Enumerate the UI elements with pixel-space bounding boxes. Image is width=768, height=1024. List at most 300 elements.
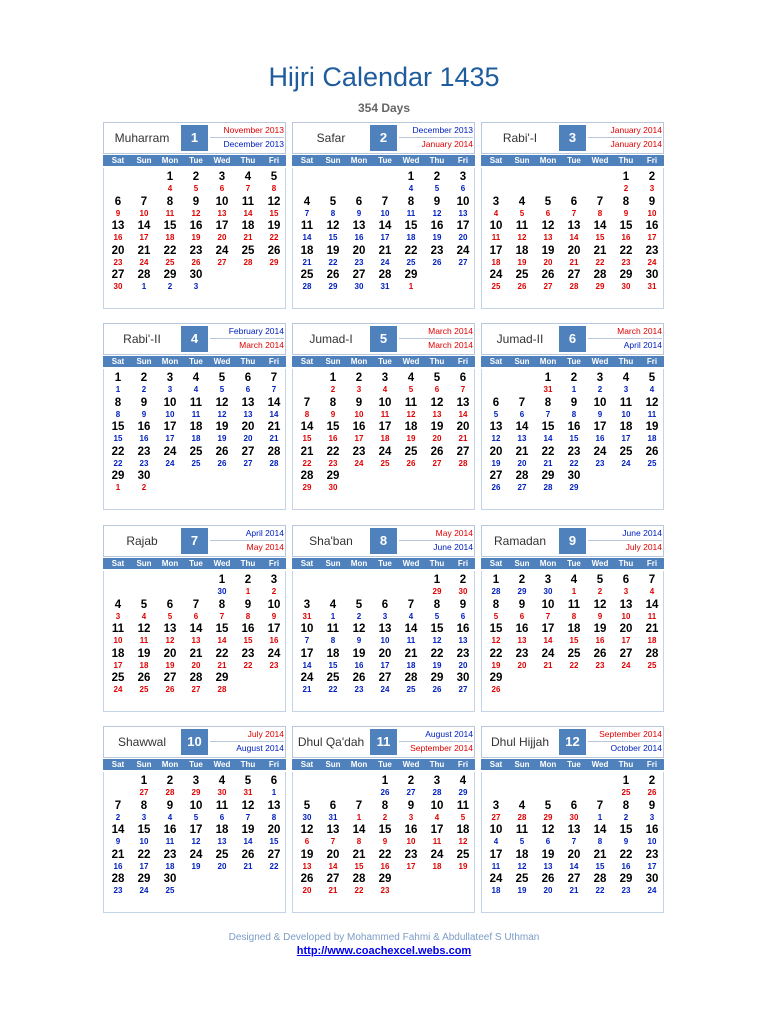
hijri-day: 9: [518, 598, 526, 611]
gregorian-day: 25: [647, 458, 657, 468]
hijri-day: 11: [619, 396, 633, 409]
hijri-day: 8: [433, 598, 441, 611]
day-cell: [398, 648, 424, 672]
day-cell: [424, 196, 450, 220]
gregorian-day: 11: [491, 861, 501, 871]
hijri-day: 8: [622, 195, 630, 208]
day-cell: [535, 849, 561, 873]
gregorian-day: 19: [491, 458, 501, 468]
day-cell: [587, 245, 613, 269]
day-cell: [639, 171, 665, 195]
month-number: 4: [181, 326, 208, 352]
hijri-day: 22: [404, 244, 418, 257]
hijri-day: 10: [489, 220, 503, 232]
weekday-label: Sun: [325, 156, 341, 165]
gregorian-day: 20: [517, 458, 527, 468]
day-cell: [398, 245, 424, 269]
hijri-day: 13: [489, 421, 503, 433]
gregorian-day: 21: [243, 861, 253, 871]
gregorian-day: 14: [458, 409, 468, 419]
hijri-day: 5: [303, 799, 311, 812]
gregorian-day: 27: [406, 788, 416, 797]
day-cell: [450, 196, 476, 220]
weekday-label: Thu: [240, 156, 256, 165]
hijri-day: 9: [433, 195, 441, 208]
month-days: [481, 369, 664, 510]
weekday-header: [481, 558, 664, 569]
gregorian-day: 20: [217, 861, 227, 871]
day-cell: [261, 245, 287, 269]
hijri-day: 5: [433, 372, 441, 384]
hijri-day: 5: [244, 775, 252, 787]
day-cell: [639, 873, 665, 897]
day-cell: [183, 397, 209, 421]
day-cell: [294, 800, 320, 824]
gregorian-day: 27: [491, 812, 501, 822]
month-days: [481, 772, 664, 913]
gregorian-day: 23: [595, 660, 605, 670]
day-cell: [450, 648, 476, 672]
weekday-label: Sat: [489, 357, 503, 366]
gregorian-month-1: August 2014: [399, 728, 473, 742]
gregorian-day: 25: [406, 685, 416, 694]
day-cell: [183, 800, 209, 824]
website-link[interactable]: http://www.coachexcel.webs.com: [296, 945, 472, 957]
gregorian-day: 3: [115, 611, 121, 621]
gregorian-day: 18: [491, 886, 501, 895]
gregorian-day: 10: [139, 208, 149, 218]
day-cell: [320, 269, 346, 293]
weekday-header: [481, 155, 664, 166]
hijri-day: 30: [645, 269, 659, 281]
gregorian-day: 23: [380, 886, 390, 895]
day-cell: [639, 446, 665, 470]
hijri-day: 14: [137, 220, 151, 232]
day-cell: [587, 269, 613, 293]
weekday-label: Wed: [213, 760, 231, 769]
gregorian-day: 30: [543, 587, 553, 596]
day-cell: [483, 873, 509, 897]
day-cell: [483, 574, 509, 598]
day-cell: [535, 196, 561, 220]
day-cell: [587, 599, 613, 623]
day-cell: [587, 397, 613, 421]
day-cell: [450, 800, 476, 824]
hijri-day: 21: [404, 647, 418, 660]
hijri-day: 27: [111, 269, 125, 281]
hijri-day: 23: [456, 647, 470, 660]
hijri-day: 29: [378, 873, 392, 885]
gregorian-day: 12: [217, 409, 227, 419]
hijri-day: 3: [270, 574, 278, 586]
day-cell: [105, 470, 131, 494]
gregorian-day: 11: [406, 208, 416, 218]
gregorian-day: 10: [647, 208, 657, 218]
day-cell: [587, 873, 613, 897]
gregorian-day: 1: [571, 385, 577, 394]
day-cell: [372, 397, 398, 421]
hijri-day: 2: [648, 775, 656, 787]
hijri-day: 9: [407, 799, 415, 812]
hijri-day: 19: [300, 848, 314, 861]
hijri-day: 25: [215, 848, 229, 861]
weekday-label: Tue: [378, 760, 392, 769]
hijri-day: 17: [378, 421, 392, 433]
day-cell: [483, 824, 509, 848]
hijri-day: 6: [622, 574, 630, 586]
day-cell: [561, 397, 587, 421]
hijri-day: 14: [111, 824, 125, 836]
gregorian-day: 21: [543, 458, 553, 468]
day-cell: [294, 245, 320, 269]
weekday-label: Thu: [240, 357, 256, 366]
hijri-day: 2: [570, 372, 578, 384]
day-cell: [235, 824, 261, 848]
day-cell: [294, 849, 320, 873]
day-cell: [131, 372, 157, 396]
gregorian-day: 3: [649, 184, 655, 193]
gregorian-day: 10: [113, 636, 123, 645]
gregorian-day: 22: [269, 861, 279, 871]
day-cell: [398, 220, 424, 244]
gregorian-day: 17: [113, 660, 123, 670]
gregorian-day: 10: [354, 409, 364, 419]
gregorian-day: 8: [330, 636, 336, 645]
hijri-day: 10: [430, 799, 444, 812]
hijri-day: 9: [355, 396, 363, 409]
gregorian-day: 4: [167, 184, 173, 193]
gregorian-day: 29: [191, 788, 201, 797]
day-cell: [346, 623, 372, 647]
gregorian-day: 21: [569, 886, 579, 895]
day-cell: [535, 623, 561, 647]
hijri-day: 14: [593, 220, 607, 232]
hijri-day: 26: [300, 873, 314, 885]
month-number: 1: [181, 125, 208, 151]
gregorian-day: 15: [269, 208, 279, 218]
day-cell: [131, 421, 157, 445]
day-cell: [105, 672, 131, 696]
day-cell: [346, 672, 372, 696]
weekday-label: Wed: [591, 559, 609, 568]
gregorian-day: 27: [139, 788, 149, 797]
hijri-day: 25: [619, 445, 633, 458]
day-cell: [320, 446, 346, 470]
hijri-day: 2: [459, 574, 467, 586]
weekday-label: Tue: [567, 156, 581, 165]
weekday-label: Wed: [213, 559, 231, 568]
gregorian-day: 30: [328, 483, 338, 492]
day-cell: [450, 672, 476, 696]
day-cell: [424, 245, 450, 269]
day-cell: [372, 873, 398, 897]
day-cell: [587, 824, 613, 848]
gregorian-day: 21: [302, 685, 312, 694]
hijri-day: 28: [404, 672, 418, 684]
day-cell: [157, 800, 183, 824]
day-cell: [320, 599, 346, 623]
day-cell: [509, 800, 535, 824]
day-cell: [346, 873, 372, 897]
gregorian-day: 26: [647, 788, 657, 797]
day-cell: [294, 397, 320, 421]
gregorian-day: 30: [458, 587, 468, 596]
hijri-day: 14: [593, 824, 607, 836]
gregorian-day: 24: [647, 886, 657, 895]
weekday-label: Sat: [300, 760, 314, 769]
hijri-day: 3: [492, 195, 500, 208]
hijri-day: 27: [567, 269, 581, 281]
hijri-day: 7: [270, 372, 278, 384]
weekday-header: [292, 155, 475, 166]
day-cell: [509, 220, 535, 244]
hijri-day: 20: [619, 623, 633, 635]
hijri-day: 6: [570, 195, 578, 208]
day-cell: [209, 599, 235, 623]
hijri-day: 1: [622, 171, 630, 183]
gregorian-day: 11: [165, 208, 175, 218]
hijri-day: 4: [192, 372, 200, 384]
day-cell: [372, 421, 398, 445]
gregorian-day: 17: [621, 434, 631, 443]
day-cell: [261, 397, 287, 421]
gregorian-day: 11: [406, 636, 416, 645]
hijri-day: 3: [218, 171, 226, 183]
day-cell: [157, 421, 183, 445]
weekday-label: Wed: [402, 156, 420, 165]
gregorian-day: 26: [191, 257, 201, 267]
day-cell: [372, 623, 398, 647]
day-cell: [346, 648, 372, 672]
weekday-label: Fri: [457, 559, 469, 568]
hijri-day: 21: [593, 244, 607, 257]
gregorian-day: 31: [328, 812, 338, 822]
hijri-day: 18: [619, 421, 633, 433]
gregorian-day: 25: [621, 788, 631, 797]
day-cell: [587, 372, 613, 396]
hijri-day: 17: [489, 848, 503, 861]
weekday-label: Thu: [618, 559, 634, 568]
day-cell: [157, 220, 183, 244]
day-cell: [613, 574, 639, 598]
day-cell: [157, 397, 183, 421]
hijri-day: 15: [163, 220, 177, 232]
hijri-day: 24: [456, 244, 470, 257]
gregorian-day: 4: [167, 812, 173, 822]
hijri-day: 16: [404, 824, 418, 836]
hijri-day: 19: [241, 824, 255, 836]
gregorian-day: 7: [219, 611, 225, 621]
day-cell: [483, 623, 509, 647]
day-cell: [131, 599, 157, 623]
gregorian-day: 25: [191, 458, 201, 468]
gregorian-day: 30: [354, 282, 364, 291]
day-cell: [183, 849, 209, 873]
month-name: Rajab: [126, 534, 158, 548]
gregorian-day: 2: [330, 385, 336, 394]
gregorian-day: 4: [434, 812, 440, 822]
gregorian-day: 9: [623, 208, 629, 218]
gregorian-day: 15: [302, 434, 312, 443]
gregorian-day: 14: [217, 636, 227, 645]
day-cell: [320, 824, 346, 848]
day-cell: [157, 196, 183, 220]
gregorian-day: 28: [302, 282, 312, 291]
weekday-label: Tue: [189, 760, 203, 769]
gregorian-month-2: March 2014: [239, 340, 284, 350]
gregorian-day: 16: [354, 233, 364, 242]
hijri-day: 14: [352, 824, 366, 836]
gregorian-day: 10: [380, 208, 390, 218]
weekday-label: Sun: [136, 357, 152, 366]
gregorian-day: 19: [432, 660, 442, 670]
gregorian-day: 18: [647, 434, 657, 443]
hijri-day: 7: [192, 598, 200, 611]
day-cell: [613, 421, 639, 445]
hijri-day: 19: [352, 647, 366, 660]
gregorian-day: 2: [115, 812, 121, 822]
weekday-label: Thu: [618, 357, 634, 366]
gregorian-day: 2: [141, 385, 147, 394]
day-cell: [613, 623, 639, 647]
hijri-day: 26: [137, 672, 151, 684]
gregorian-day: 12: [191, 837, 201, 846]
hijri-day: 19: [541, 848, 555, 861]
weekday-label: Mon: [539, 559, 557, 568]
gregorian-day: 3: [167, 385, 173, 394]
day-cell: [613, 171, 639, 195]
hijri-day: 1: [329, 372, 337, 384]
gregorian-day: 18: [406, 660, 416, 670]
day-cell: [372, 775, 398, 799]
day-cell: [157, 599, 183, 623]
hijri-day: 29: [430, 672, 444, 684]
hijri-day: 26: [593, 647, 607, 660]
weekday-label: Sat: [300, 559, 314, 568]
gregorian-day: 19: [217, 434, 227, 443]
gregorian-month-2: July 2014: [625, 542, 662, 552]
hijri-day: 28: [189, 672, 203, 684]
day-cell: [450, 574, 476, 598]
gregorian-day: 22: [269, 233, 279, 242]
gregorian-day: 6: [193, 611, 199, 621]
gregorian-day: 15: [269, 837, 279, 846]
hijri-day: 22: [541, 445, 555, 458]
hijri-day: 16: [645, 824, 659, 836]
gregorian-day: 5: [493, 409, 499, 419]
gregorian-day: 9: [597, 611, 603, 621]
day-cell: [261, 171, 287, 195]
gregorian-day: 28: [491, 587, 501, 596]
day-cell: [320, 220, 346, 244]
day-cell: [424, 849, 450, 873]
gregorian-day: 1: [330, 611, 336, 621]
gregorian-day: 26: [517, 282, 527, 291]
hijri-day: 1: [218, 574, 226, 586]
day-cell: [183, 421, 209, 445]
day-cell: [483, 245, 509, 269]
day-cell: [261, 648, 287, 672]
gregorian-day: 5: [408, 385, 414, 394]
day-cell: [535, 824, 561, 848]
day-cell: [131, 824, 157, 848]
day-cell: [483, 599, 509, 623]
day-cell: [261, 623, 287, 647]
day-cell: [131, 623, 157, 647]
hijri-day: 24: [189, 848, 203, 861]
gregorian-month-1: November 2013: [210, 124, 284, 138]
hijri-day: 23: [137, 445, 151, 458]
gregorian-day: 13: [543, 861, 553, 871]
gregorian-day: 13: [191, 636, 201, 645]
hijri-day: 27: [489, 470, 503, 482]
gregorian-day: 12: [165, 636, 175, 645]
hijri-day: 21: [300, 445, 314, 458]
day-cell: [639, 220, 665, 244]
day-cell: [261, 824, 287, 848]
day-cell: [639, 800, 665, 824]
hijri-day: 22: [489, 647, 503, 660]
hijri-day: 25: [456, 848, 470, 861]
hijri-day: 27: [352, 269, 366, 281]
gregorian-day: 27: [217, 257, 227, 267]
gregorian-day: 8: [597, 837, 603, 846]
gregorian-day: 13: [243, 409, 253, 419]
gregorian-day: 17: [406, 861, 416, 871]
hijri-day: 17: [163, 421, 177, 433]
hijri-day: 30: [567, 470, 581, 482]
gregorian-day: 4: [382, 385, 388, 394]
gregorian-month-1: September 2014: [588, 728, 662, 742]
hijri-day: 3: [492, 799, 500, 812]
gregorian-day: 5: [193, 812, 199, 822]
month-header: [481, 726, 664, 758]
gregorian-day: 1: [356, 812, 362, 822]
gregorian-day: 4: [493, 837, 499, 846]
day-cell: [235, 220, 261, 244]
gregorian-day: 8: [571, 409, 577, 419]
hijri-day: 15: [326, 421, 340, 433]
hijri-day: 10: [593, 396, 607, 409]
hijri-day: 16: [352, 421, 366, 433]
day-cell: [235, 446, 261, 470]
day-cell: [561, 470, 587, 494]
day-cell: [509, 623, 535, 647]
gregorian-day: 25: [165, 886, 175, 895]
day-cell: [372, 245, 398, 269]
gregorian-day: 22: [595, 257, 605, 267]
gregorian-day: 17: [139, 861, 149, 871]
gregorian-day: 1: [571, 587, 577, 596]
month-number: 8: [370, 528, 397, 554]
gregorian-day: 19: [517, 886, 527, 895]
gregorian-day: 19: [165, 660, 175, 670]
hijri-day: 22: [430, 647, 444, 660]
gregorian-day: 22: [243, 660, 253, 670]
gregorian-day: 2: [597, 385, 603, 394]
days-count: 354 Days: [357, 101, 411, 115]
day-cell: [398, 446, 424, 470]
day-cell: [261, 849, 287, 873]
hijri-day: 29: [619, 269, 633, 281]
gregorian-day: 27: [458, 685, 468, 694]
hijri-day: 21: [189, 647, 203, 660]
month-days: [292, 571, 475, 712]
credit-text: Designed & Developed by Mohammed Fahmi & Abdullateef S Uthman: [228, 932, 540, 943]
day-cell: [613, 372, 639, 396]
day-cell: [294, 220, 320, 244]
gregorian-day: 9: [382, 837, 388, 846]
